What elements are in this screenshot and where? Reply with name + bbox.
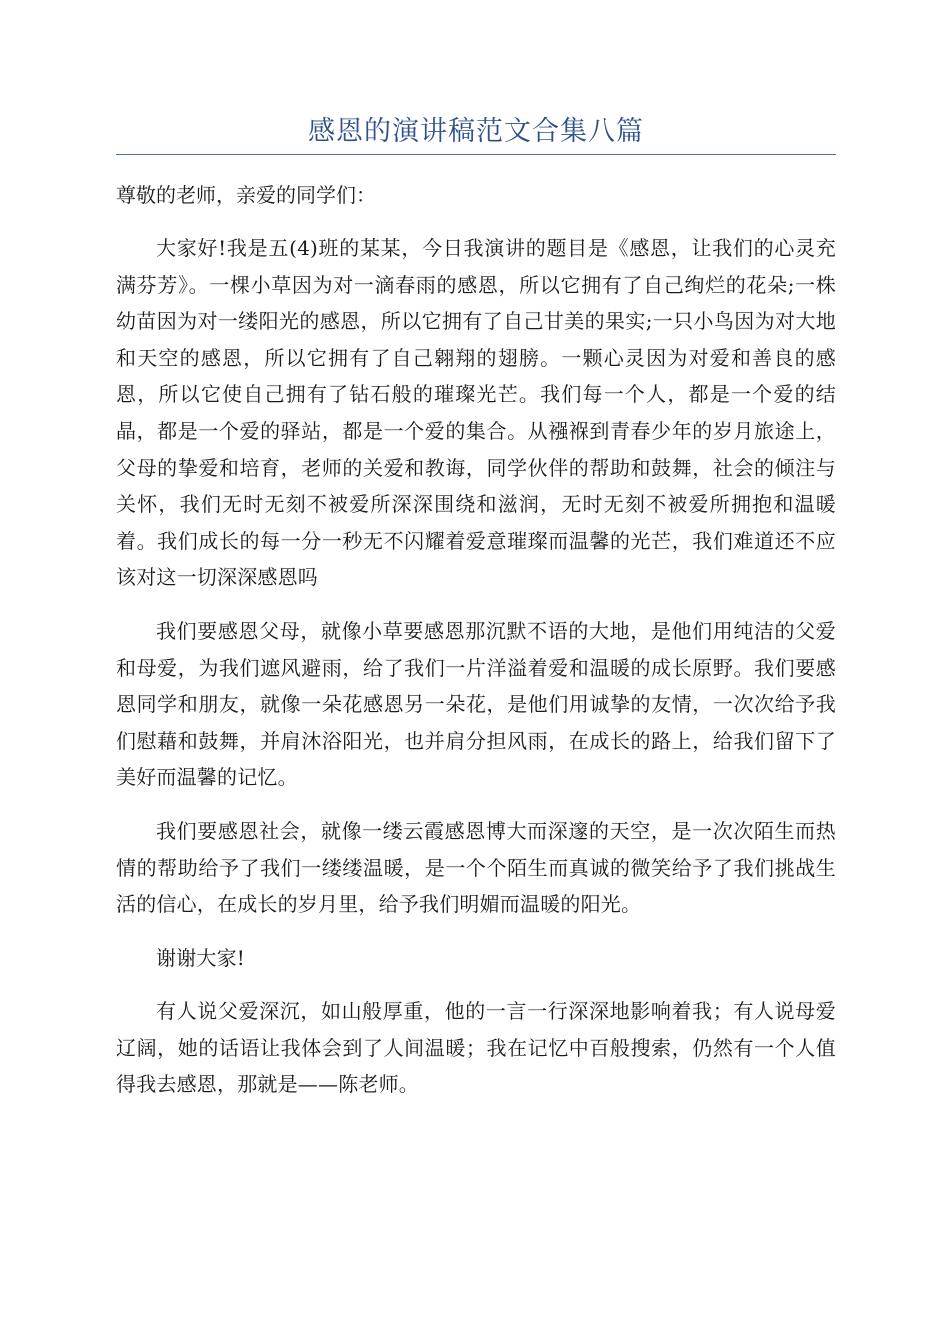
paragraph-parents-friends: 我们要感恩父母，就像小草要感恩那沉默不语的大地，是他们用纯洁的父爱和母爱，为我们遮风避雨，给了我们一片洋溢着爱和温暖的成长原野。我们要感恩同学和朋友，就像一朵花感恩另一朵花，是他们用诚挚的友情，一次次给予我们慰藉和鼓舞，并肩沐浴阳光，也并肩分担风雨，在成长的路上，给我们留下了美好而温馨的记忆。	[116, 618, 836, 790]
title-underline	[116, 154, 836, 155]
paragraph-society: 我们要感恩社会，就像一缕云霞感恩博大而深邃的天空，是一次次陌生而热情的帮助给予了我们一缕缕温暖，是一个个陌生而真诚的微笑给予了我们挑战生活的信心，在成长的岁月里，给予我们明媚而温暖的阳光。	[116, 818, 836, 917]
document-page	[116, 112, 836, 1103]
paragraph-intro: 大家好!我是五(4)班的某某，今日我演讲的题目是《感恩，让我们的心灵充满芬芳》。一棵小草因为对一滴春雨的感恩，所以它拥有了自己绚烂的花朵;一株幼苗因为对一缕阳光的感恩，所以它拥有了自己甘美的果实;一只小鸟因为对大地和天空的感恩，所以它拥有了自己翱翔的翅膀。一颗心灵因为对爱和善良的感恩，所以它使自己拥有了钻石般的璀璨光芒。我们每一个人，都是一个爱的结晶，都是一个爱的驿站，都是一个爱的集合。从襁褓到青春少年的岁月旅途上，父母的挚爱和培育，老师的关爱和教诲，同学伙伴的帮助和鼓舞，社会的倾注与关怀，我们无时无刻不被爱所深深围绕和滋润，无时无刻不被爱所拥抱和温暖着。我们成长的每一分一秒无不闪耀着爱意璀璨而温馨的光芒，我们难道还不应该对这一切深深感恩吗	[116, 236, 836, 590]
paragraph-thanks: 谢谢大家!	[156, 945, 246, 970]
paragraph-teacher: 有人说父爱深沉，如山般厚重，他的一言一行深深地影响着我；有人说母爱辽阔，她的话语让我体会到了人间温暖；我在记忆中百般搜索，仍然有一个人值得我去感恩，那就是——陈老师。	[116, 999, 836, 1097]
salutation: 尊敬的老师，亲爱的同学们：	[116, 183, 376, 207]
document-title: 感恩的演讲稿范文合集八篇	[308, 116, 644, 147]
